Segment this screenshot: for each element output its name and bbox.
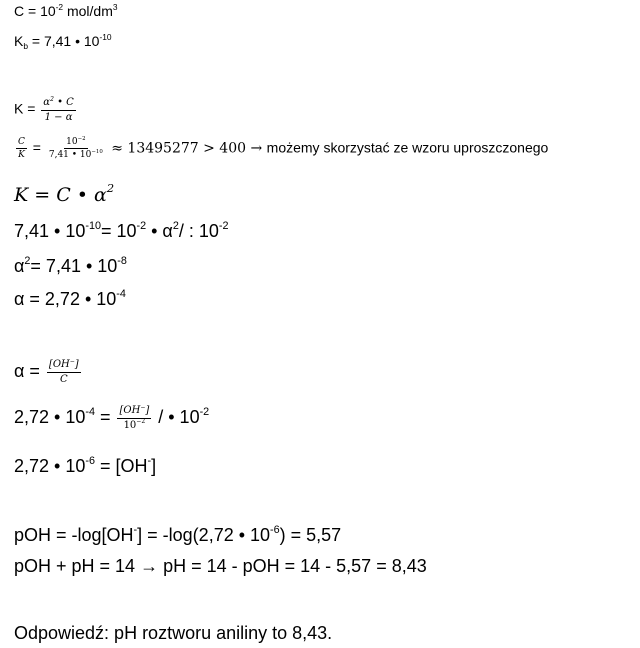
value-denominator-exponent: −10	[91, 149, 103, 156]
ratio-denominator: K	[18, 150, 25, 161]
calc1-exp-b: -2	[136, 219, 147, 232]
simplified-formula-exponent: 2	[106, 181, 115, 196]
ratio-equals: =	[28, 139, 45, 156]
alpha-def-fraction	[47, 359, 81, 385]
value-denominator	[47, 149, 105, 160]
calc2-part-b: = 7,41 • 10	[30, 256, 118, 276]
calc5-part-c: ]	[151, 456, 157, 476]
value-denominator-base: 7,41 • 10	[48, 150, 92, 161]
unit-exponent: 3	[112, 1, 118, 12]
calc1-part-d: / : 10	[178, 221, 219, 241]
poh-part-a: pOH = -log[OH	[14, 525, 134, 545]
alpha-def-numerator	[47, 359, 81, 373]
concentration-unit: mol/dm	[63, 3, 113, 19]
answer-line	[14, 623, 332, 644]
ratio-line	[14, 137, 548, 161]
calc5-part-b: = [OH	[94, 456, 148, 476]
calc4-equals: =	[94, 406, 116, 427]
calc3-part-a: α = 2,72 • 10	[14, 289, 117, 309]
numerator-rest: • C	[53, 97, 74, 108]
kb-subscript: b	[23, 40, 29, 51]
calc-line-1	[14, 221, 229, 242]
kb-exponent: -10	[99, 31, 112, 42]
c-over-k-fraction	[16, 137, 27, 161]
calc1-part-a: 7,41 • 10	[14, 221, 86, 241]
calc1-exp-a: -10	[85, 219, 101, 232]
simplified-formula-text: K = C • α	[14, 184, 107, 206]
calc5-exp-b: -	[147, 454, 152, 467]
calc5-part-a: 2,72 • 10	[14, 456, 86, 476]
k-formula-lhs: K =	[14, 100, 40, 117]
calc4-denominator	[122, 419, 148, 432]
calc2-part-a: α	[14, 256, 25, 276]
k-formula-denominator: 1 − α	[44, 111, 73, 123]
oh-bracket: [OH	[48, 359, 70, 370]
calc4-den-exp: −2	[136, 418, 146, 425]
calc4-exp-a: -4	[85, 405, 95, 418]
kb-value: = 7,41 • 10	[28, 33, 100, 49]
poh-exp-b: -6	[270, 523, 280, 536]
oh-charge: −	[69, 357, 75, 365]
calc1-part-c: • α	[146, 221, 173, 241]
value-fraction	[47, 137, 105, 161]
calc4-oh-charge: −	[140, 403, 146, 411]
calc4-oh-close: ]	[145, 405, 150, 416]
oh-bracket-close: ]	[74, 359, 79, 370]
calc4-after-exp: -2	[199, 405, 210, 418]
calc4-den-base: 10	[123, 419, 137, 431]
calc3-exp-a: -4	[116, 287, 126, 300]
calc-line-3	[14, 289, 126, 310]
calc1-exp-d: -2	[218, 219, 229, 232]
alpha-def-denominator: C	[59, 373, 68, 385]
alpha-symbol: α	[43, 97, 51, 108]
calc-line-5	[14, 456, 156, 477]
answer-text: Odpowiedź: pH roztworu aniliny to 8,43.	[14, 623, 333, 643]
value-numerator	[64, 137, 87, 149]
calc4-after: / • 10	[153, 406, 200, 427]
concentration-line	[14, 3, 118, 19]
k-formula	[14, 97, 78, 123]
concentration-exponent: -2	[55, 1, 64, 12]
alpha-exponent: 2	[50, 95, 54, 103]
calc2-exp-a: 2	[24, 254, 31, 267]
calc4-part-a: 2,72 • 10	[14, 406, 86, 427]
ph-line	[14, 556, 427, 577]
alpha-def-lhs: α =	[14, 360, 45, 381]
ratio-conclusion: możemy skorzystać ze wzoru uproszczonego	[266, 139, 549, 156]
k-formula-fraction	[41, 97, 76, 123]
poh-part-c: ) = 5,57	[279, 525, 342, 545]
alpha-definition	[14, 359, 83, 385]
value-numerator-base: 10	[66, 137, 78, 147]
calc1-exp-c: 2	[172, 219, 179, 232]
kb-symbol: K	[14, 33, 24, 49]
kb-line	[14, 33, 112, 49]
k-formula-numerator	[41, 97, 76, 111]
calc-line-4	[14, 405, 209, 431]
poh-line	[14, 525, 341, 546]
calc4-fraction	[117, 405, 151, 431]
value-numerator-exponent: −2	[77, 135, 86, 142]
ratio-approx: ≈ 13495277 > 400 →	[106, 140, 267, 157]
ratio-numerator: C	[16, 137, 27, 149]
calc4-numerator	[117, 405, 151, 419]
poh-part-b: ] = -log(2,72 • 10	[137, 525, 271, 545]
poh-exp-a: -	[133, 523, 138, 536]
calc5-exp-a: -6	[85, 454, 95, 467]
calc2-exp-b: -8	[117, 254, 127, 267]
calc-line-2	[14, 256, 127, 277]
calc4-oh: [OH	[119, 405, 141, 416]
simplified-formula	[14, 181, 115, 206]
calc1-part-b: = 10	[100, 221, 137, 241]
concentration-text: C = 10	[14, 3, 56, 19]
ph-text: pOH + pH = 14 → pH = 14 - pOH = 14 - 5,57 = 8,43	[14, 556, 427, 576]
